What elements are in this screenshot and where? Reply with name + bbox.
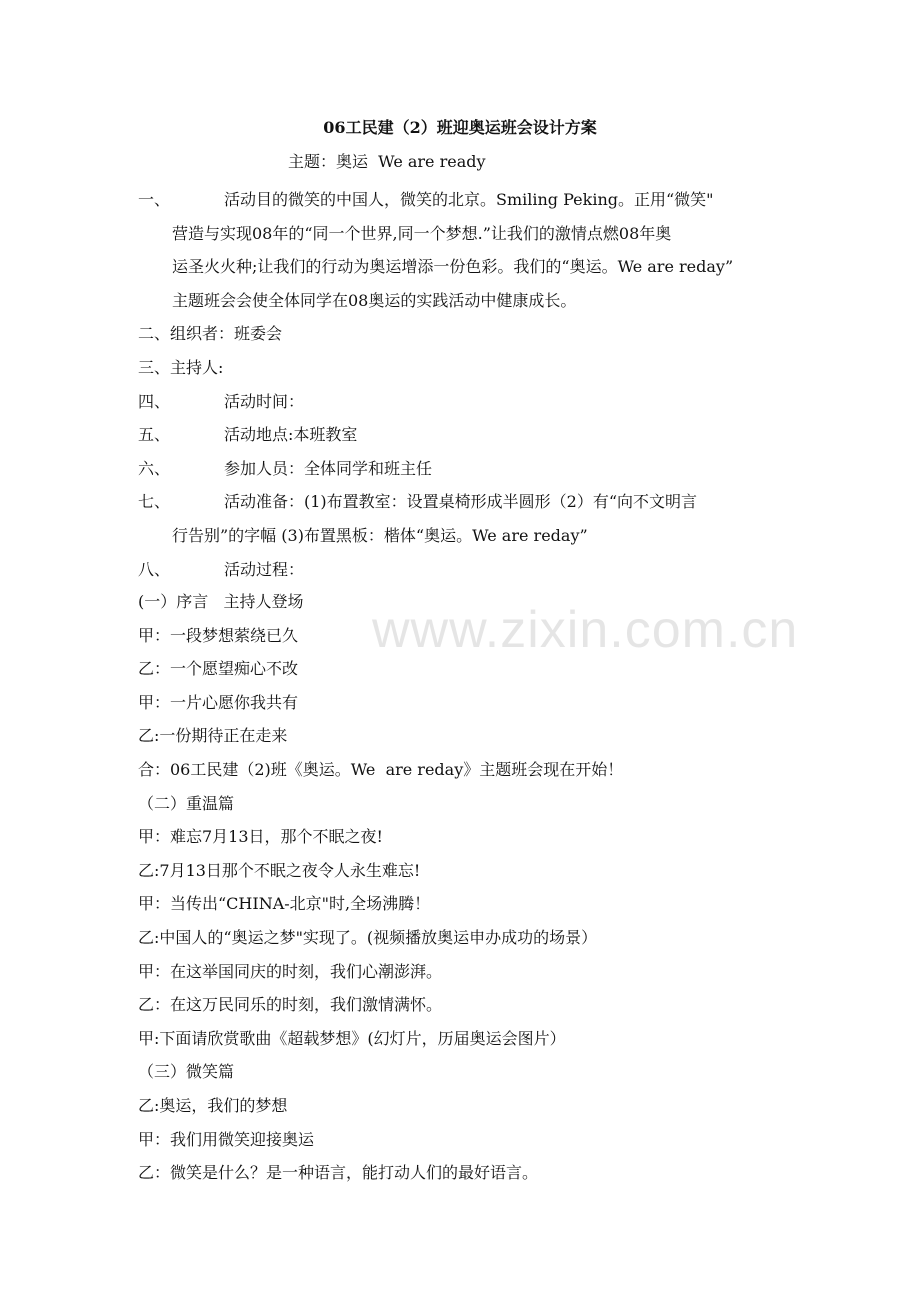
dialogue-line: 甲：当传出“CHINA-北京"时,全场沸腾！ xyxy=(138,894,431,914)
numbered-item xyxy=(138,183,798,217)
item-text: 活动准备：(1)布置教室：设置桌椅形成半圆形（2）有“向不文明言 xyxy=(224,492,698,512)
dialogue-line: 乙:一份期待正在走来 xyxy=(138,726,288,746)
dialogue-line: 乙：在这万民同乐的时刻，我们激情满怀。 xyxy=(138,995,443,1015)
dialogue-line: 乙：微笑是什么？是一种语言，能打动人们的最好语言。 xyxy=(138,1163,539,1183)
numbered-item xyxy=(138,351,798,385)
item-number: 六、 xyxy=(138,458,171,478)
numbered-item xyxy=(138,317,798,351)
dialogue-line: 乙:7月13日那个不眠之夜令人永生难忘! xyxy=(138,860,421,880)
item-continuation-line xyxy=(138,519,798,553)
continuation-text: 营造与实现08年的“同一个世界,同一个梦想.”让我们的激情点燃08年奥 xyxy=(172,223,672,243)
item-text: 活动地点:本班教室 xyxy=(224,425,358,445)
document-title: 06工民建（2）班迎奥运班会设计方案 xyxy=(323,118,597,137)
dialogue-line: 甲：难忘7月13日，那个不眠之夜! xyxy=(138,827,383,847)
continuation-text: 主题班会会使全体同学在08奥运的实践活动中健康成长。 xyxy=(172,290,577,310)
item-number: 二、组织者：班委会 xyxy=(138,324,283,344)
numbered-item xyxy=(138,452,798,486)
numbered-item xyxy=(138,553,798,587)
numbered-item xyxy=(138,385,798,419)
document-subtitle: 主题：奥运 We are ready xyxy=(288,152,486,171)
dialogue-lines xyxy=(138,585,798,1190)
numbered-items xyxy=(138,183,798,586)
item-number: 三、主持人: xyxy=(138,357,224,377)
item-continuation-line xyxy=(138,284,798,318)
dialogue-line: (一）序言 主持人登场 xyxy=(138,592,304,611)
dialogue-line: 甲：在这举国同庆的时刻，我们心潮澎湃。 xyxy=(138,961,443,981)
item-number: 八、 xyxy=(138,559,171,579)
continuation-text: 行告别”的字幅 (3)布置黑板：楷体“奥运。We are reday” xyxy=(172,525,588,545)
item-number: 五、 xyxy=(138,425,171,445)
dialogue-line: 合：06工民建（2)班《奥运。We are reday》主题班会现在开始！ xyxy=(138,759,624,779)
item-text: 活动目的微笑的中国人，微笑的北京。Smiling Peking。正用“微笑" xyxy=(224,190,714,209)
watermark: www.zixin.com.cn xyxy=(372,601,799,659)
continuation-text: 运圣火火种;让我们的行动为奥运增添一份色彩。我们的“奥运。We are reday” xyxy=(172,257,734,277)
numbered-item xyxy=(138,418,798,452)
item-text: 参加人员：全体同学和班主任 xyxy=(224,458,433,478)
dialogue-line: （三）微笑篇 xyxy=(138,1062,235,1082)
item-number: 七、 xyxy=(138,492,171,512)
item-continuation-line xyxy=(138,217,798,251)
item-number: 一、 xyxy=(138,190,171,209)
dialogue-line: 甲:下面请欣赏歌曲《超载梦想》(幻灯片，历届奥运会图片） xyxy=(138,1028,566,1048)
item-text: 活动时间： xyxy=(224,391,305,411)
dialogue-line: 甲：一片心愿你我共有 xyxy=(138,692,299,712)
dialogue-line: 甲：我们用微笑迎接奥运 xyxy=(138,1129,315,1149)
dialogue-line: 乙:奥运，我们的梦想 xyxy=(138,1095,288,1115)
dialogue-line: 甲：一段梦想萦绕已久 xyxy=(138,625,299,645)
dialogue-line: （二）重温篇 xyxy=(138,793,235,813)
numbered-item xyxy=(138,485,798,519)
item-continuation-line xyxy=(138,250,798,284)
dialogue-line: 乙:中国人的“奥运之梦"实现了。(视频播放奥运申办成功的场景） xyxy=(138,927,598,947)
dialogue-line: 乙：一个愿望痴心不改 xyxy=(138,659,299,679)
item-number: 四、 xyxy=(138,391,171,411)
item-text: 活动过程： xyxy=(224,559,305,579)
